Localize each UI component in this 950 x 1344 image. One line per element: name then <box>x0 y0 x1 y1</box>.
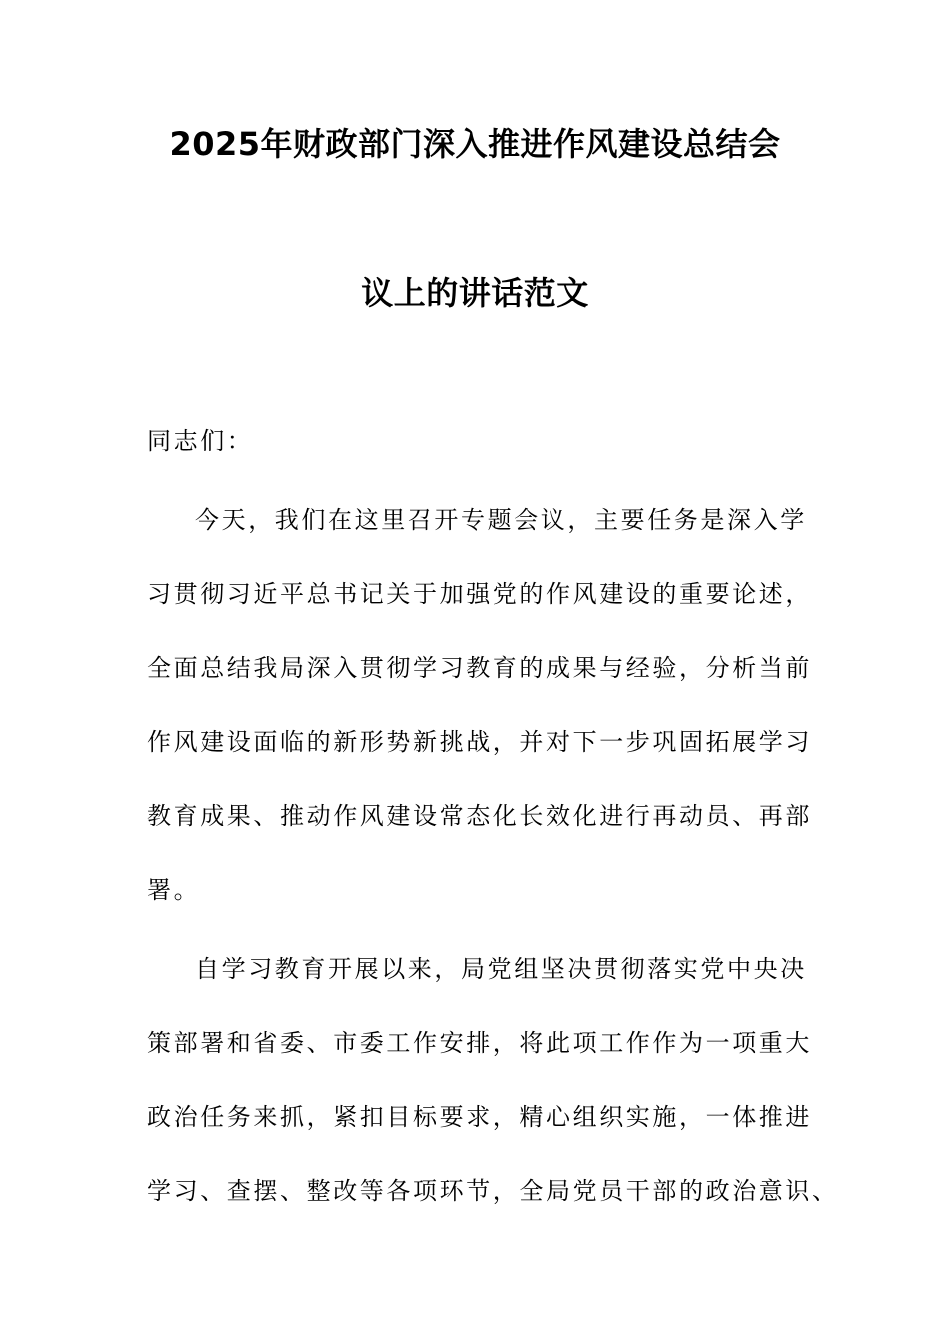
paragraph1-line-5: 教育成果、推动作风建设常态化长效化进行再动员、再部 <box>147 802 812 830</box>
paragraph1-line-4: 作风建设面临的新形势新挑战，并对下一步巩固拓展学习 <box>147 728 812 756</box>
document-title-line-2: 议上的讲话范文 <box>361 274 589 312</box>
paragraph1-line-6: 署。 <box>147 876 201 904</box>
paragraph1-line-1: 今天，我们在这里召开专题会议，主要任务是深入学 <box>195 506 807 534</box>
salutation: 同志们： <box>147 427 254 455</box>
paragraph1-line-2: 习贯彻习近平总书记关于加强党的作风建设的重要论述， <box>147 580 812 608</box>
paragraph2-line-2: 策部署和省委、市委工作安排，将此项工作作为一项重大 <box>147 1029 812 1057</box>
paragraph2-line-3: 政治任务来抓，紧扣目标要求，精心组织实施，一体推进 <box>147 1103 812 1131</box>
paragraph2-line-4: 学习、查摆、整改等各项环节，全局党员干部的政治意识、 <box>147 1177 839 1205</box>
paragraph2-line-1: 自学习教育开展以来，局党组坚决贯彻落实党中央决 <box>195 955 807 983</box>
paragraph1-line-3: 全面总结我局深入贯彻学习教育的成果与经验，分析当前 <box>147 654 812 682</box>
document-title-line-1: 2025年财政部门深入推进作风建设总结会 <box>169 125 781 163</box>
